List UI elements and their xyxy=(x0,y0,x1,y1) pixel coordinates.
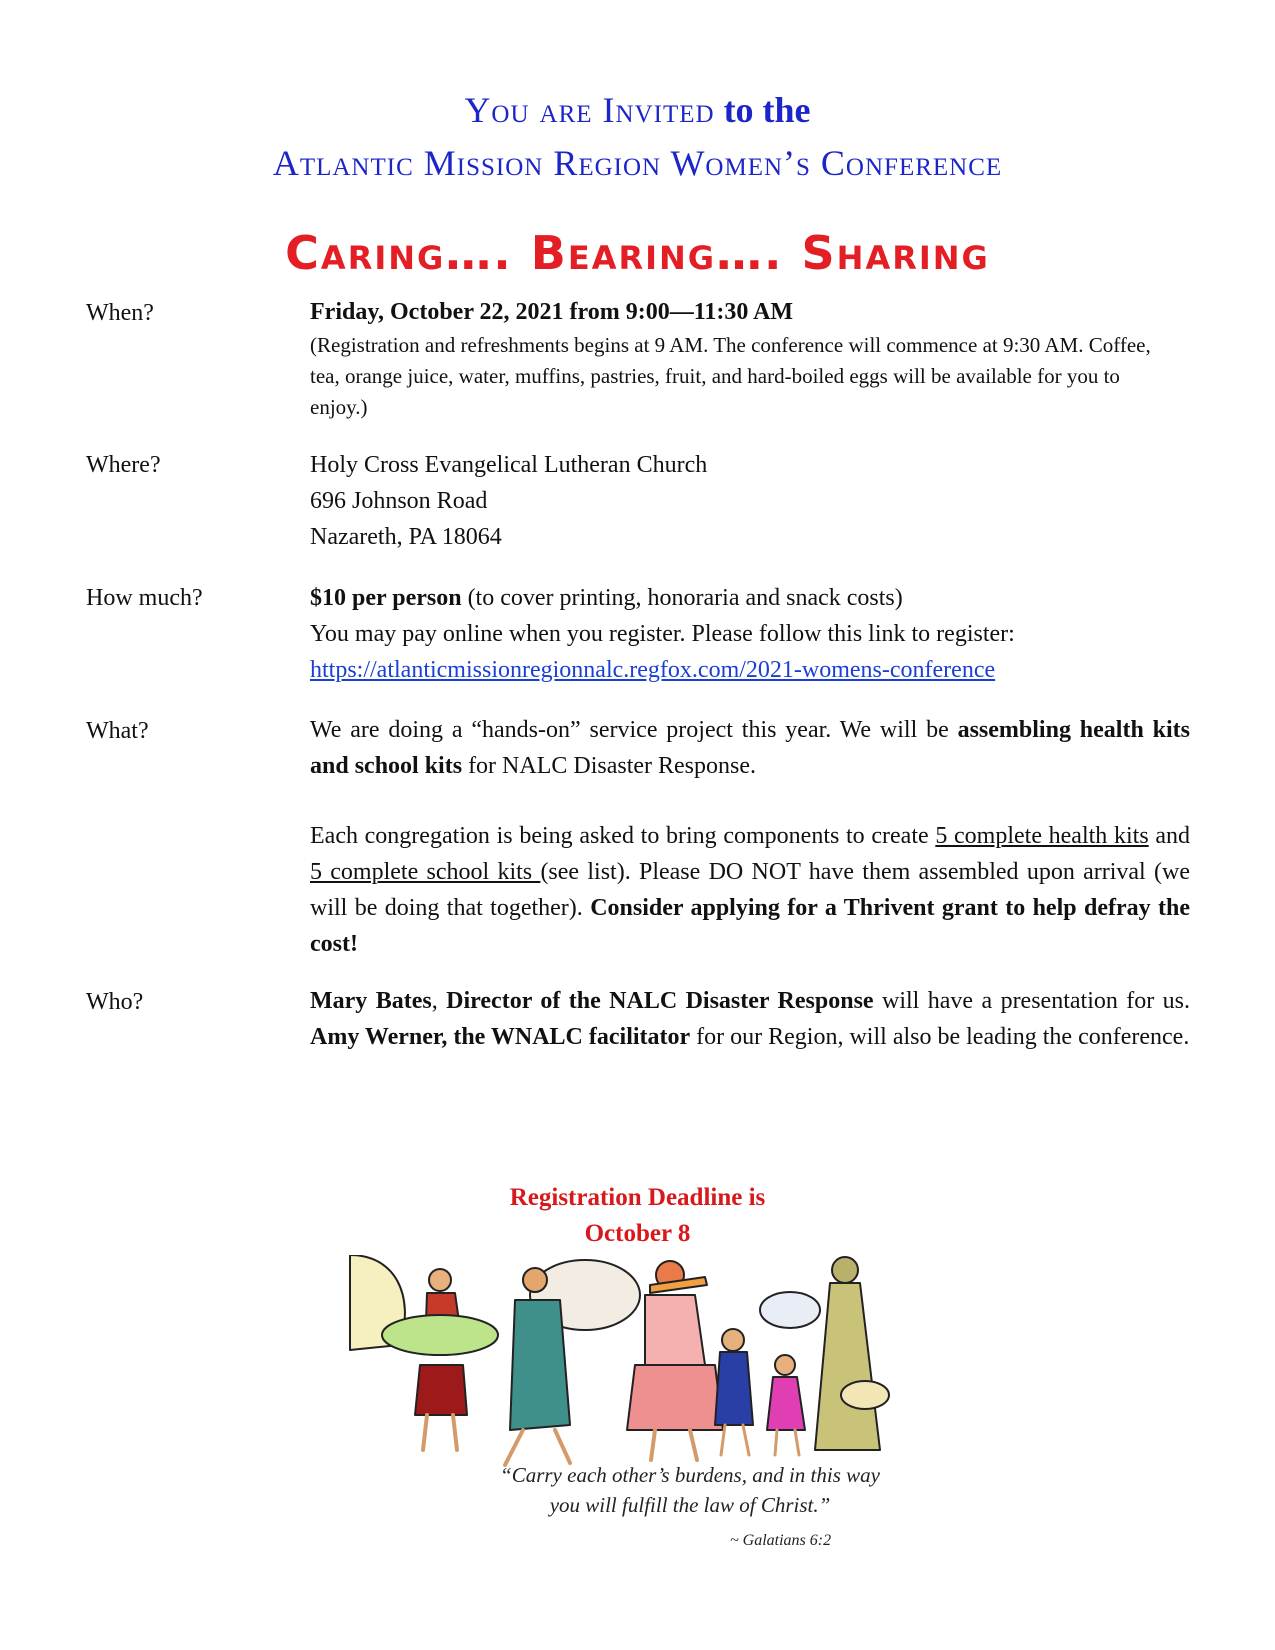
what-p2-text-c: and xyxy=(1148,823,1191,849)
what-paragraph-2 xyxy=(310,818,1190,962)
what-label: What? xyxy=(86,718,149,744)
pay-line: You may pay online when you register. Please follow this link to register: xyxy=(310,621,1015,647)
who-text-b: , xyxy=(431,988,447,1014)
price-line xyxy=(310,580,1190,616)
invite-heading xyxy=(0,88,1275,132)
when-content xyxy=(310,294,1190,423)
where-line-2: 696 Johnson Road xyxy=(310,488,488,514)
when-headline: Friday, October 22, 2021 from 9:00—11:30 AM xyxy=(310,299,794,325)
health-kits-count: 5 complete health kits xyxy=(935,823,1149,849)
what-p2-text-e: (see list). Please DO NOT have them assembled upon arrival (we will be doing that together). xyxy=(310,859,1190,921)
what-content xyxy=(310,712,1190,962)
price-note: (to cover printing, honoraria and snack costs) xyxy=(467,585,903,611)
deadline-date: October 8 xyxy=(584,1220,691,1247)
conference-title: Atlantic Mission Region Women’s Conference xyxy=(272,143,1003,183)
where-label: Where? xyxy=(86,452,161,478)
where-line-1: Holy Cross Evangelical Lutheran Church xyxy=(310,452,708,478)
when-note: (Registration and refreshments begins at 9 AM. The conference will commence at 9:30 AM. Coffee, tea, orange juice, water, muffins, pastries, fruit, and hard-boiled eggs will be available for you to enjoy.) xyxy=(310,333,1151,419)
thrivent-grant-note: Consider applying for a Thrivent grant to help defray the cost! xyxy=(310,895,1190,957)
invite-heading-caps: You are Invited xyxy=(464,90,715,130)
who-label: Who? xyxy=(86,989,144,1015)
registration-link[interactable]: https://atlanticmissionregionnalc.regfox.com/2021-womens-conference xyxy=(310,657,996,683)
registration-deadline xyxy=(0,1180,1275,1252)
who-content xyxy=(310,983,1190,1055)
facilitator-name: Amy Werner, the WNALC facilitator xyxy=(310,1024,691,1050)
what-p1-text-b: assembling health kits and school kits xyxy=(310,717,1190,779)
how-much-label: How much? xyxy=(86,585,203,611)
how-much-content xyxy=(310,580,1190,688)
what-p1-text-a: We are doing a “hands-on” service project this year. We will be xyxy=(310,717,958,743)
where-content xyxy=(310,447,1190,555)
what-p2-text-a: Each congregation is being asked to bring components to create xyxy=(310,823,936,849)
scripture-quote xyxy=(420,1460,960,1520)
where-line-3: Nazareth, PA 18064 xyxy=(310,524,502,550)
what-paragraph-1 xyxy=(310,712,1190,784)
quote-line-1: “Carry each other’s burdens, and in this way xyxy=(500,1463,880,1487)
speaker-name: Mary Bates xyxy=(310,988,432,1014)
what-p1-text-c: for NALC Disaster Response. xyxy=(462,753,757,779)
invite-heading-to: to the xyxy=(723,90,811,130)
who-text-d: will have a presentation for us. xyxy=(873,988,1191,1014)
school-kits-count: 5 complete school kits xyxy=(310,859,541,885)
deadline-line-1: Registration Deadline is xyxy=(509,1184,766,1211)
speaker-title: Director of the NALC Disaster Response xyxy=(446,988,874,1014)
scripture-attribution: ~ Galatians 6:2 xyxy=(730,1532,832,1549)
theme-title: Caring…. Bearing…. Sharing xyxy=(285,226,990,280)
price: $10 per person xyxy=(310,585,462,611)
when-label: When? xyxy=(86,300,154,326)
quote-line-2: you will fulfill the law of Christ.” xyxy=(549,1493,831,1517)
who-text-f: for our Region, will also be leading the conference. xyxy=(690,1024,1190,1050)
